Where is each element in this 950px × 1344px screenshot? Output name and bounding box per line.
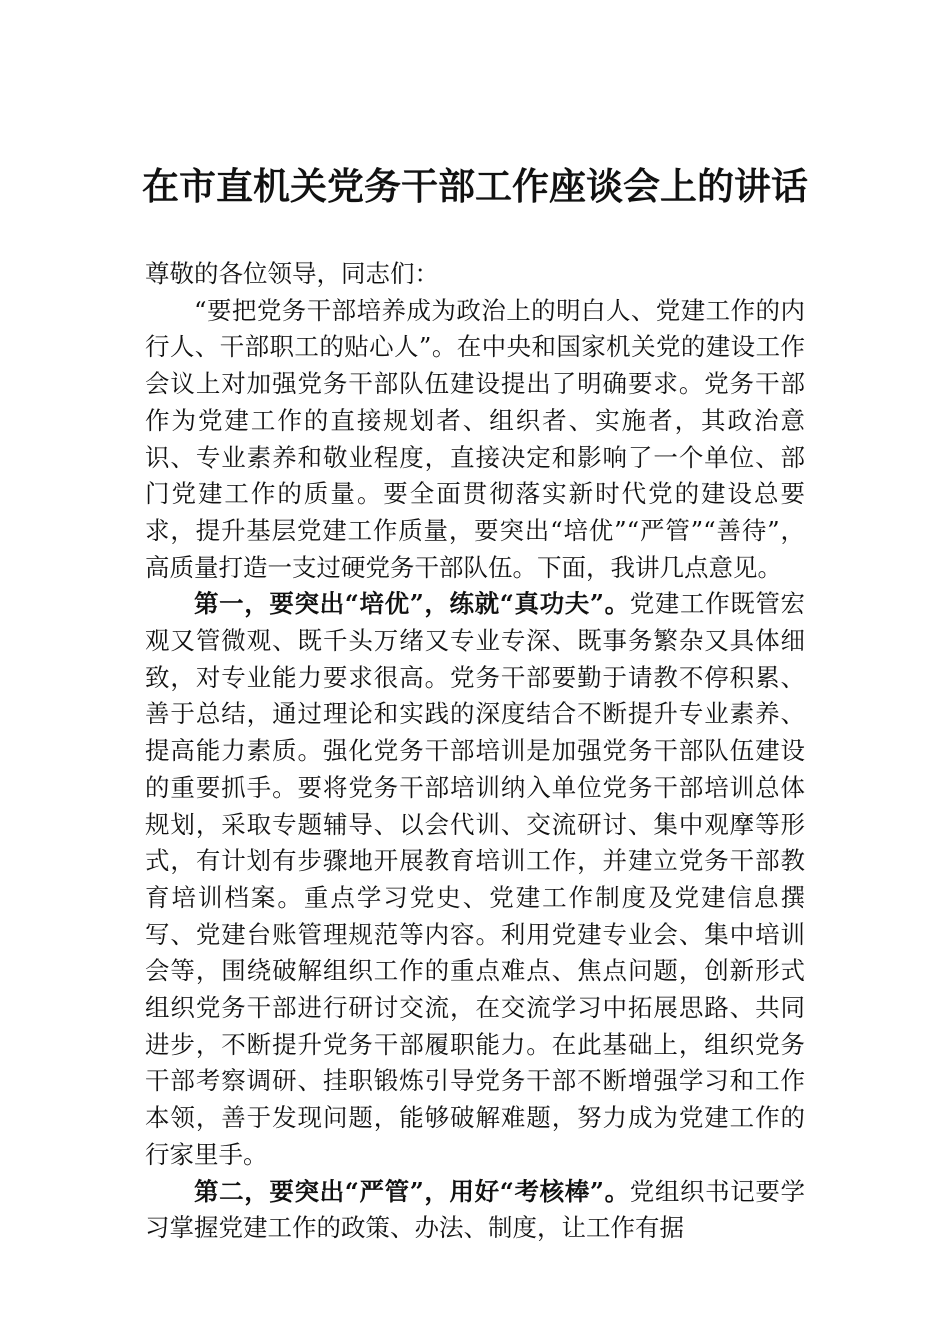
paragraph-intro [145, 293, 805, 587]
paragraph-text: “要把党务干部培养成为政治上的明白人、党建工作的内行人、干部职工的贴心人”。在中央和国家机关党的建设工作会议上对加强党务干部队伍建设提出了明确要求。党务干部作为党建工作的直接规划者、组织者、实施者，其政治意识、专业素养和敬业程度，直接决定和影响了一个单位、部门党建工作的质量。要全面贯彻落实新时代党的建设总要求，提升基层党建工作质量，要突出“培优”“严管”“善待”，高质量打造一支过硬党务干部队伍。下面，我讲几点意见。 [145, 295, 805, 582]
document-title: 在市直机关党务干部工作座谈会上的讲话 [142, 164, 808, 208]
salutation: 尊敬的各位领导，同志们： [145, 259, 439, 288]
paragraph-text: 党建工作既管宏观又管微观、既千头万绪又专业专深、既事务繁杂又具体细致，对专业能力要求很高。党务干部要勤于请教不停积累、善于总结，通过理论和实践的深度结合不断提升专业素养、提高能力素质。强化党务干部培训是加强党务干部队伍建设的重要抓手。要将党务干部培训纳入单位党务干部培训总体规划，采取专题辅导、以会代训、交流研讨、集中观摩等形式，有计划有步骤地开展教育培训工作，并建立党务干部教育培训档案。重点学习党史、党建工作制度及党建信息撰写、党建台账管理规范等内容。利用党建专业会、集中培训会等，围绕破解组织工作的重点难点、焦点问题，创新形式组织党务干部进行研讨交流，在交流学习中拓展思路、共同进步，不断提升党务干部履职能力。在此基础上，组织党务干部考察调研、挂职锻炼引导党务干部不断增强学习和工作本领，善于发现问题，能够破解难题，努力成为党建工作的行家里手。 [145, 589, 805, 1169]
paragraph-first-point [145, 586, 805, 1173]
paragraph-lead: 第一，要突出“培优”，练就“真功夫”。 [194, 589, 630, 619]
paragraph-lead: 第二，要突出“严管”，用好“考核棒”。 [194, 1176, 630, 1206]
paragraph-text: 党组织书记要学习掌握党建工作的政策、办法、制度，让工作有据 [145, 1176, 805, 1243]
document-body [145, 256, 805, 1247]
paragraph-second-point [145, 1174, 805, 1247]
